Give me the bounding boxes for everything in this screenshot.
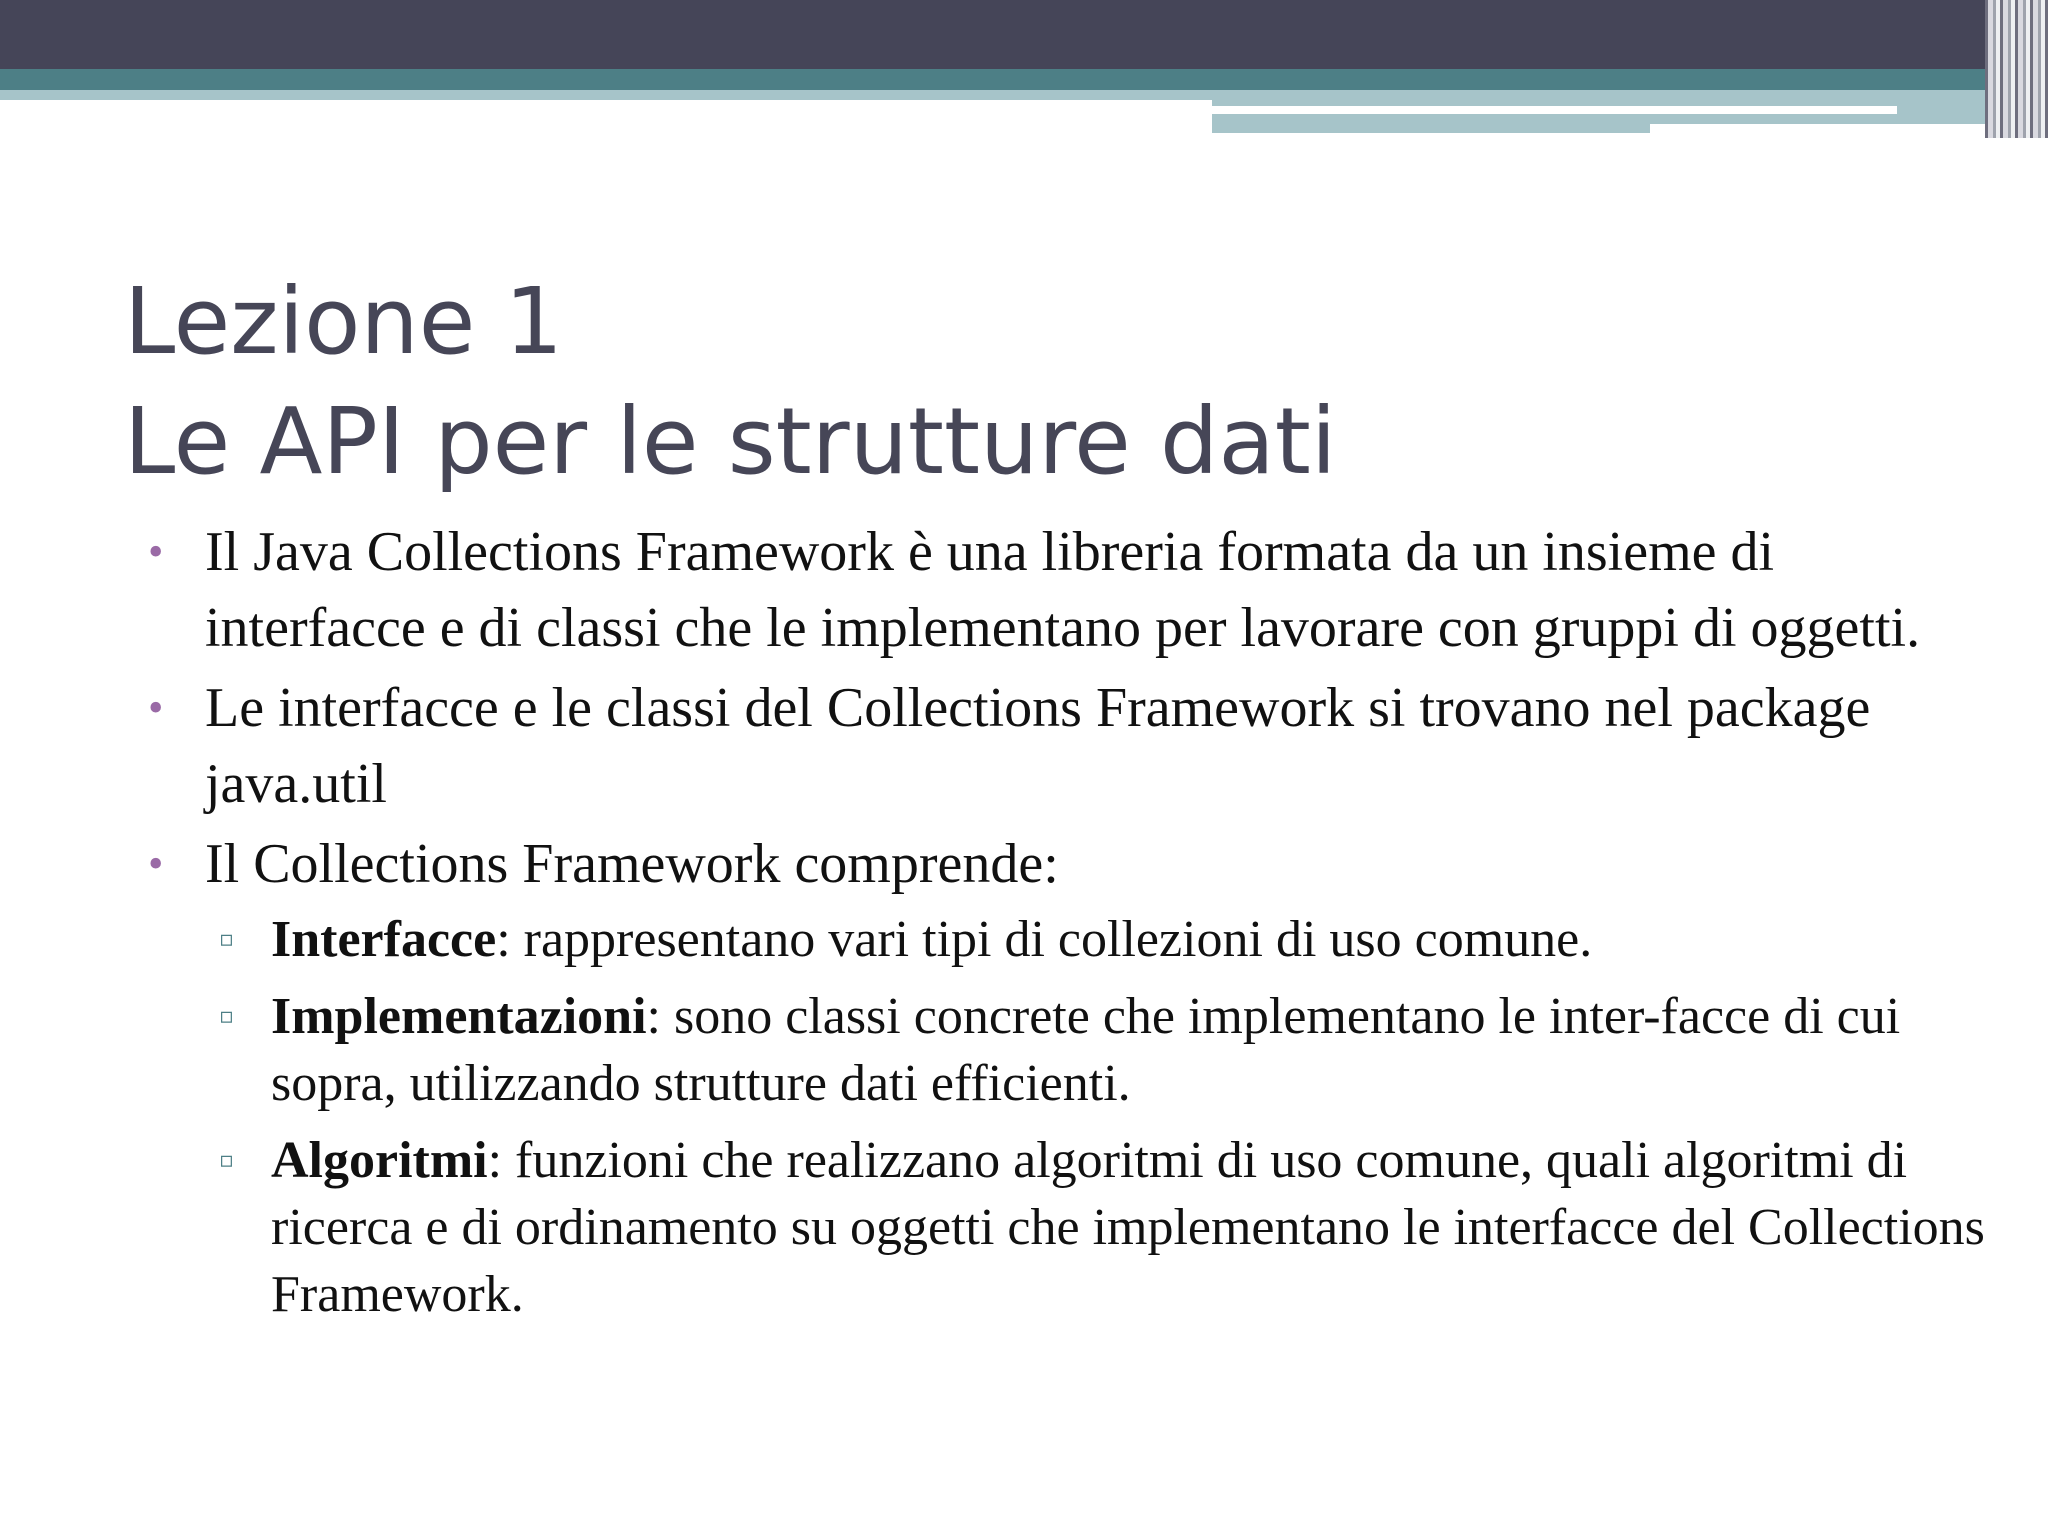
bullet-text: Le interfacce e le classi del Collections Framework si trovano nel package java.util (205, 677, 1871, 815)
header-band-light (0, 90, 1212, 100)
sub-bullet-term: Algoritmi (271, 1132, 488, 1189)
square-bullet-icon: ▫ (219, 1148, 234, 1173)
bullet-item-1 (148, 514, 2008, 666)
sub-bullet-item-algoritmi (205, 1127, 2008, 1328)
square-bullet-icon: ▫ (219, 927, 234, 952)
bullet-dot-icon: • (148, 839, 164, 888)
slide-content (148, 514, 2008, 1338)
bullet-item-2 (148, 670, 2008, 822)
header-band-dark (0, 0, 2048, 69)
sub-bullet-item-interfacce (205, 906, 2008, 973)
sub-bullet-term: Implementazioni (271, 988, 647, 1045)
square-bullet-icon: ▫ (219, 1004, 234, 1029)
sub-bullet-list (205, 906, 2008, 1328)
header-band-teal (0, 69, 2048, 90)
slide-title-line1: Lezione 1 (124, 268, 564, 375)
header-stripes-decoration (1985, 0, 2048, 138)
header-band-right-line (1212, 106, 1897, 114)
sub-bullet-text: : rappresentano vari tipi di collezioni di uso comune. (496, 911, 1593, 968)
bullet-dot-icon: • (148, 527, 164, 576)
bullet-dot-icon: • (148, 683, 164, 732)
sub-bullet-text: : sono classi concrete che implementano le inter-facce di cui sopra, utilizzando strutture dati efficienti. (271, 988, 1901, 1112)
slide-title-line2: Le API per le strutture dati (124, 388, 1337, 495)
sub-bullet-term: Interfacce (271, 911, 497, 968)
bullet-text: Il Java Collections Framework è una libreria formata da un insieme di interfacce e di classi che le implementano per lavorare con gruppi di oggetti. (205, 521, 1921, 659)
slide-title (124, 262, 1336, 502)
sub-bullet-item-implementazioni (205, 983, 2008, 1117)
bullet-item-3 (148, 826, 2008, 902)
sub-bullet-text: : funzioni che realizzano algoritmi di uso comune, quali algoritmi di ricerca e di ordinamento su oggetti che implementano le interfacce del Collections Framework. (271, 1132, 1985, 1323)
bullet-text: Il Collections Framework comprende: (205, 833, 1059, 895)
